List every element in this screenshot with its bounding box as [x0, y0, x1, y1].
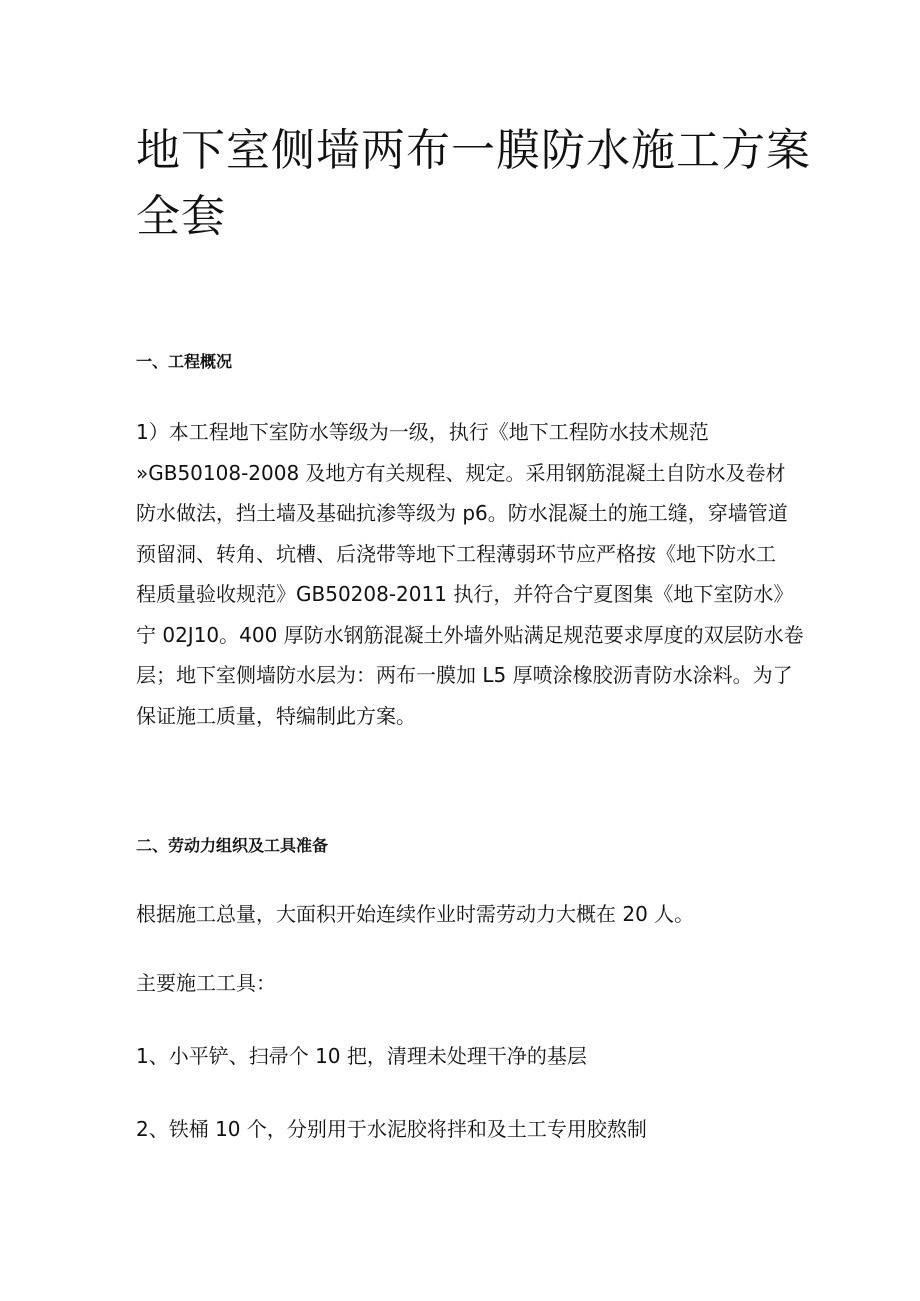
paragraph-line: »GB50108-2008 及地方有关规程、规定。采用钢筋混凝土自防水及卷材 — [136, 460, 786, 485]
overview-paragraph — [136, 412, 811, 736]
document-title — [136, 118, 816, 250]
paragraph-line: 1）本工程地下室防水等级为一级，执行《地下工程防水技术规范 — [136, 420, 709, 444]
paragraph-line: 防水做法，挡土墙及基础抗渗等级为 p6。防水混凝土的施工缝，穿墙管道 — [136, 501, 788, 525]
paragraph-line: 预留洞、转角、坑槽、后浇带等地下工程薄弱环节应严格按《地下防水工 — [136, 541, 776, 566]
section-heading-labor: 二、劳动力组织及工具准备 — [136, 836, 329, 855]
title-line: 全套 — [136, 191, 226, 242]
paragraph-line: 宁 02J10。400 厚防水钢筋混凝土外墙外贴满足规范要求厚度的双层防水卷 — [136, 622, 804, 647]
title-line: 地下室侧墙两布一膜防水施工方案 — [136, 125, 811, 176]
section-heading-overview: 一、工程概况 — [136, 352, 233, 371]
tool-item: 2、铁桶 10 个，分别用于水泥胶将拌和及土工专用胶熬制 — [136, 1117, 647, 1141]
tool-item: 1、小平铲、扫帚个 10 把，清理未处理干净的基层 — [136, 1044, 587, 1068]
paragraph-line: 保证施工质量，特编制此方案。 — [136, 703, 416, 728]
tools-heading: 主要施工工具： — [136, 971, 276, 995]
paragraph-line: 层；地下室侧墙防水层为：两布一膜加 L5 厚喷涂橡胶沥青防水涂料。为了 — [136, 663, 793, 687]
labor-text: 根据施工总量，大面积开始连续作业时需劳动力大概在 20 人。 — [136, 902, 695, 926]
paragraph-line: 程质量验收规范》GB50208-2011 执行，并符合宁夏图集《地下室防水》 — [136, 582, 794, 606]
